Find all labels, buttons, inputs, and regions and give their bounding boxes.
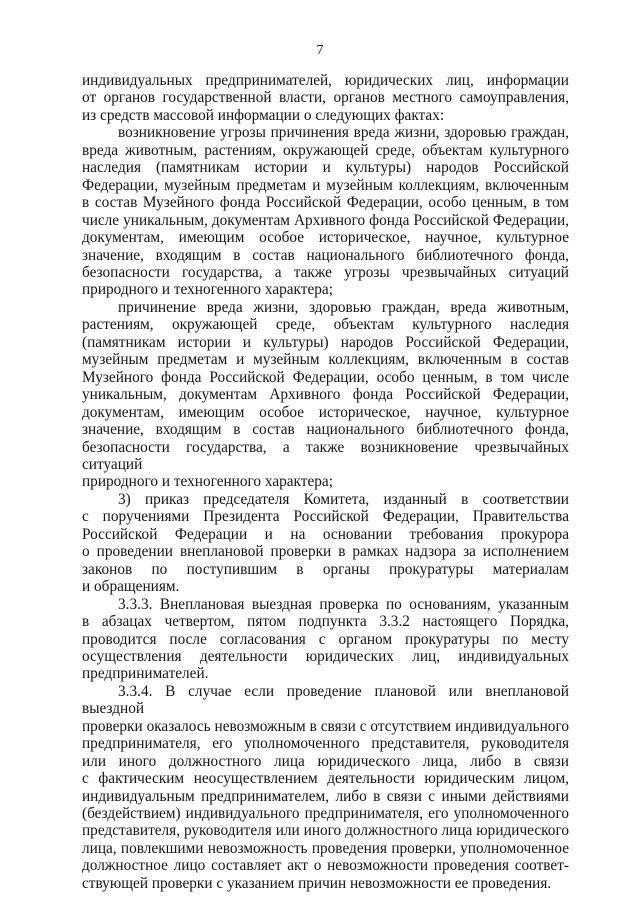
text-line: вреда животным, растениям, окружающей среде, объектам культурного bbox=[82, 141, 569, 159]
text-line: значение, входящим в состав национального библиотечного фонда, bbox=[82, 246, 569, 264]
text-line: 3.3.3. Внеплановая выездная проверка по основаниям, указанным bbox=[118, 595, 569, 613]
text-line: должностное лицо составляет акт о невозможности проведения соответ- bbox=[82, 857, 569, 875]
text-line: законов по поступившим в органы прокуратуры материалам bbox=[82, 560, 569, 578]
text-line: с поручениями Президента Российской Федерации, Правительства bbox=[82, 508, 569, 526]
text-line: 3) приказ председателя Комитета, изданный в соответствии bbox=[118, 490, 569, 508]
text-line: причинение вреда жизни, здоровью граждан, вреда животным, bbox=[118, 298, 569, 316]
text-line: значение, входящим в состав национального библиотечного фонда, bbox=[82, 421, 569, 439]
text-line: от органов государственной власти, органов местного самоуправления, bbox=[82, 89, 569, 107]
text-line: уникальным, документам Архивного фонда Российской Федерации, bbox=[82, 386, 569, 404]
text-line: числе уникальным, документам Архивного фонда Российской Федерации, bbox=[82, 211, 569, 229]
text-line: документам, имеющим особое историческое, научное, культурное bbox=[82, 403, 569, 421]
text-line: о проведении внеплановой проверки в рамках надзора за исполнением bbox=[82, 543, 569, 561]
body-text bbox=[82, 72, 569, 892]
text-line: растениям, окружающей среде, объектам культурного наследия bbox=[82, 316, 569, 334]
page-number: 7 bbox=[316, 43, 324, 58]
text-line: Музейного фонда Российской Федерации, особо ценным, в том числе bbox=[82, 368, 569, 386]
text-line: представителя, руководителя или иного должностного лица юридического bbox=[82, 822, 569, 840]
text-line: в абзацах четвертом, пятом подпункта 3.3.2 настоящего Порядка, bbox=[82, 613, 569, 631]
text-line: безопасности государства, а также угрозы чрезвычайных ситуаций bbox=[82, 263, 569, 281]
text-line: лица, повлекшими невозможность проведения проверки, уполномоченное bbox=[82, 839, 569, 857]
text-line: наследия (памятникам истории и культуры) народов Российской bbox=[82, 159, 569, 177]
text-line: Российской Федерации и на основании требования прокурора bbox=[82, 525, 569, 543]
text-line: музейным предметам и музейным коллекциям, включенным в состав bbox=[82, 351, 569, 369]
text-line: или иного должностного лица юридического лица, либо в связи bbox=[82, 752, 569, 770]
text-line: проверки оказалось невозможным в связи с отсутствием индивидуального bbox=[82, 717, 569, 735]
text-line: ствующей проверки с указанием причин невозможности ее проведения. bbox=[82, 874, 552, 892]
text-line: природного и техногенного характера; bbox=[82, 473, 333, 491]
text-line: документам, имеющим особое историческое, научное, культурное bbox=[82, 229, 569, 247]
text-line: и обращениям. bbox=[82, 578, 180, 596]
text-line: (бездействием) индивидуального предпринимателя, его уполномоченного bbox=[82, 805, 569, 823]
text-line: проводится после согласования с органом прокуратуры по месту bbox=[82, 630, 569, 648]
text-line: индивидуальных предпринимателей, юридических лиц, информации bbox=[82, 72, 569, 89]
text-line: 3.3.4. В случае если проведение плановой или внеплановой выездной bbox=[82, 682, 569, 718]
text-line: предпринимателя, его уполномоченного представителя, руководителя bbox=[82, 735, 569, 753]
text-line: предпринимателей. bbox=[82, 665, 209, 683]
text-line: осуществления деятельности юридических лиц, индивидуальных bbox=[82, 647, 569, 665]
text-line: индивидуальным предпринимателем, либо в связи с иными действиями bbox=[82, 787, 569, 805]
text-line: с фактическим неосуществлением деятельности юридическим лицом, bbox=[82, 770, 569, 788]
text-line: природного и техногенного характера; bbox=[82, 281, 333, 299]
text-line: возникновение угрозы причинения вреда жизни, здоровью граждан, bbox=[118, 124, 569, 142]
text-line: безопасности государства, а также возникновение чрезвычайных ситуаций bbox=[82, 438, 569, 473]
text-line: в состав Музейного фонда Российской Федерации, особо ценным, в том bbox=[82, 194, 569, 212]
text-line: (памятникам истории и культуры) народов Российской Федерации, bbox=[82, 333, 569, 351]
text-line: Федерации, музейным предметам и музейным коллекциям, включенным bbox=[82, 176, 569, 194]
text-line: из средств массовой информации о следующих фактах: bbox=[82, 106, 445, 124]
